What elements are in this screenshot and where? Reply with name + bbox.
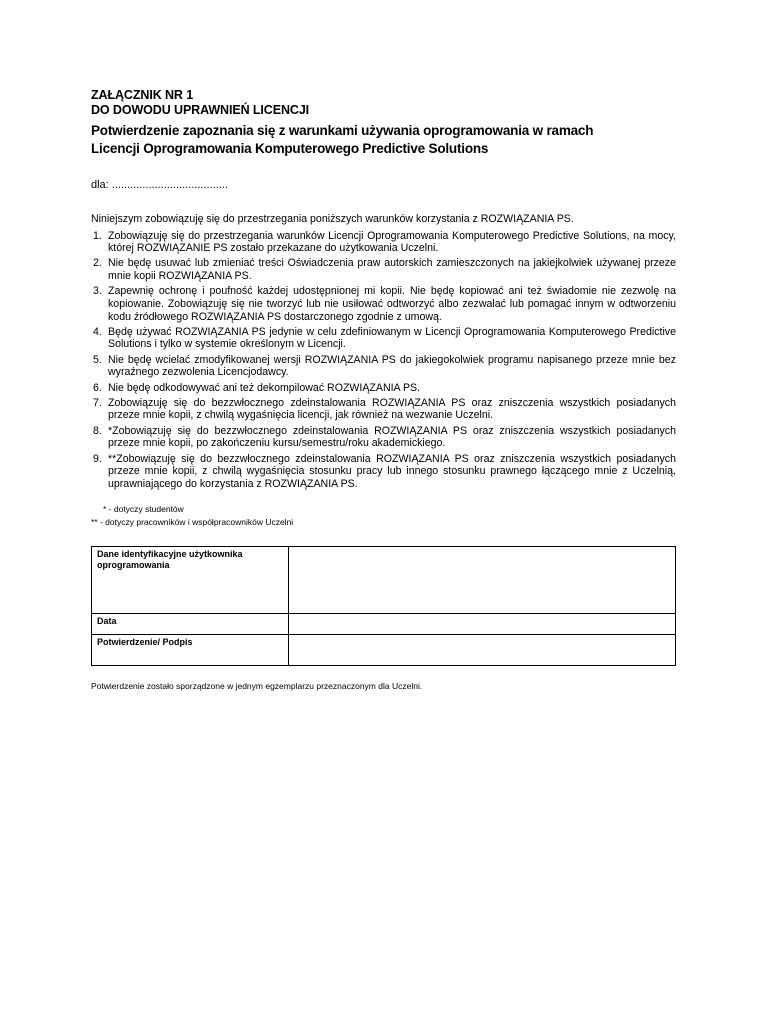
footnote-staff: ** - dotyczy pracowników i współpracowników Uczelni <box>91 517 294 528</box>
condition-number: 2. <box>93 257 102 270</box>
condition-number: 7. <box>93 396 102 409</box>
signature-label: Potwierdzenie/ Podpis <box>92 635 289 666</box>
annex-heading-line2: DO DOWODU UPRAWNIEŃ LICENCJI <box>91 103 310 117</box>
table-row <box>92 614 676 635</box>
signature-field[interactable] <box>289 635 676 666</box>
user-data-field[interactable] <box>289 547 676 614</box>
condition-number: 3. <box>93 285 102 298</box>
footnote-students: * - dotyczy studentów <box>103 504 184 515</box>
condition-number: 6. <box>93 381 102 394</box>
conditions-list <box>91 230 676 491</box>
table-row <box>92 547 676 614</box>
document-title-line1: Potwierdzenie zapoznania się z warunkami używania oprogramowania w ramach <box>91 123 594 138</box>
date-field[interactable] <box>289 614 676 635</box>
user-data-label: Dane identyfikacyjne użytkownika oprogramowania <box>92 547 289 614</box>
condition-text: Nie będę odkodowywać ani też dekompilować ROZWIĄZANIA PS. <box>108 381 421 394</box>
condition-item <box>91 397 676 422</box>
condition-text: **Zobowiązuję się do bezzwłocznego zdeinstalowania ROZWIĄZANIA PS oraz zniszczenia wszystkich posiadanych przeze mnie kopii, z chwilą wygaśnięcia stosunku pracy lub innego stosunku prawnego łączącego mnie z Uczelnią, uprawniającego do korzystania z ROZWIĄZANIA PS. <box>108 452 676 490</box>
intro-paragraph: Niniejszym zobowiązuję się do przestrzegania poniższych warunków korzystania z ROZWIĄZANIA PS. <box>91 213 574 225</box>
condition-number: 9. <box>93 452 102 465</box>
closing-note: Potwierdzenie zostało sporządzone w jednym egzemplarzu przeznaczonym dla Uczelni. <box>91 681 423 692</box>
condition-text: Będę używać ROZWIĄZANIA PS jedynie w celu zdefiniowanym w Licencji Oprogramowania Komputerowego Predictive Solutions i tylko w systemie określonym w Licencji. <box>108 325 676 351</box>
condition-text: *Zobowiązuję się do bezzwłocznego zdeinstalowania ROZWIĄZANIA PS oraz zniszczenia wszystkich posiadanych przeze mnie kopii, po zakończeniu kursu/semestru/roku akademickiego. <box>108 424 676 450</box>
condition-text: Zobowiązuję się do przestrzegania warunków Licencji Oprogramowania Komputerowego Predictive Solutions, na mocy, której ROZWIĄZANIE PS zostało przekazane do użytkowania Uczelni. <box>108 229 676 255</box>
for-line: dla: ...................................... <box>91 179 228 191</box>
document-title <box>91 122 676 158</box>
document-page <box>91 88 676 692</box>
identification-table <box>91 546 676 666</box>
condition-number: 4. <box>93 325 102 338</box>
condition-text: Zapewnię ochronę i poufność każdej udostępnionej mi kopii. Nie będę kopiować ani też świadomie nie zezwolę na kopiowanie. Zobowiązuję się nie tworzyć lub nie usiłować odtworzyć albo zezwalać lub pomagać innym w odtworzeniu kodu źródłowego ROZWIĄZANIA PS dostarczonego zgodnie z umową. <box>108 285 676 323</box>
condition-number: 5. <box>93 353 102 366</box>
annex-heading-line1: ZAŁĄCZNIK NR 1 <box>91 88 194 102</box>
condition-item <box>91 382 676 395</box>
condition-item <box>91 326 676 351</box>
footnotes <box>91 503 676 529</box>
condition-item <box>91 425 676 450</box>
date-label: Data <box>92 614 289 635</box>
annex-heading <box>91 88 676 118</box>
condition-number: 1. <box>93 229 102 242</box>
condition-text: Nie będę usuwać lub zmieniać treści Oświadczenia praw autorskich zamieszczonych na jakiejkolwiek używanej przeze mnie kopii ROZWIĄZANIA PS. <box>108 257 676 283</box>
condition-text: Nie będę wcielać zmodyfikowanej wersji ROZWIĄZANIA PS do jakiegokolwiek programu napisanego przeze mnie bez wyraźnego zezwolenia Licencjodawcy. <box>108 353 676 379</box>
condition-item <box>91 285 676 323</box>
condition-number: 8. <box>93 424 102 437</box>
condition-item <box>91 354 676 379</box>
table-row <box>92 635 676 666</box>
condition-item <box>91 230 676 255</box>
condition-item <box>91 257 676 282</box>
condition-text: Zobowiązuję się do bezzwłocznego zdeinstalowania ROZWIĄZANIA PS oraz zniszczenia wszystkich posiadanych przeze mnie kopii, z chwilą wygaśnięcia licencji, jak również na wezwanie Uczelni. <box>108 396 676 422</box>
document-title-line2: Licencji Oprogramowania Komputerowego Predictive Solutions <box>91 141 489 156</box>
condition-item <box>91 453 676 491</box>
